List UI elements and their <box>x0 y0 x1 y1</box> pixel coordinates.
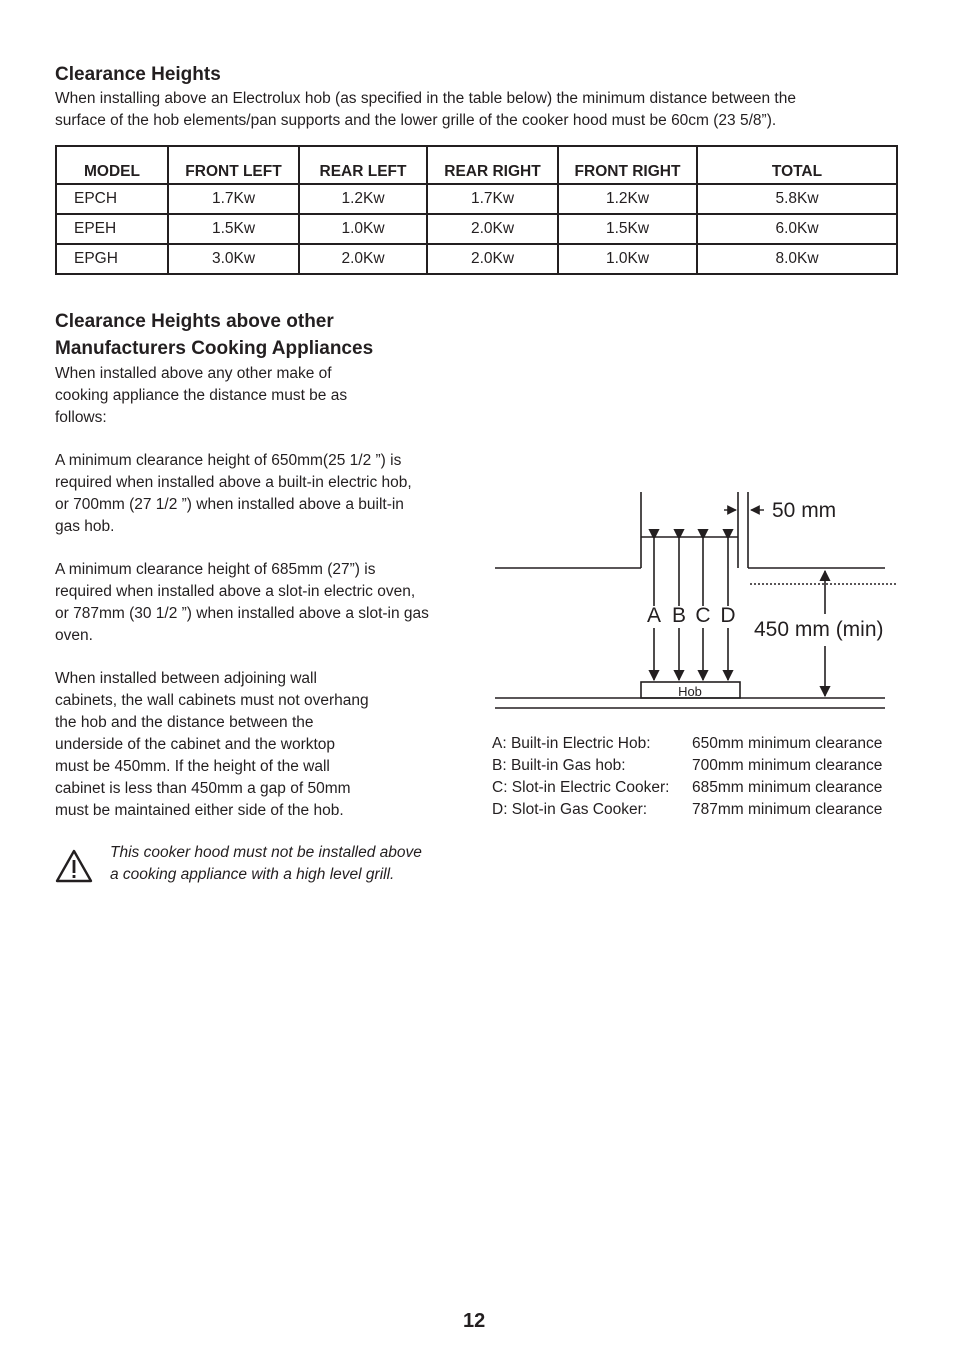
paragraph-line: or 787mm (30 1/2 ”) when installed above a slot-in gas <box>55 605 429 622</box>
height-label: 450 mm (min) <box>754 618 884 641</box>
legend-value: 700mm minimum clearance <box>692 757 883 774</box>
paragraph-line: When installed above any other make of <box>55 365 332 382</box>
section-title-other-manufacturers <box>55 308 373 362</box>
column-header-rear-left: REAR LEFT <box>299 146 427 184</box>
paragraph-line: must be 450mm. If the height of the wall <box>55 758 330 775</box>
legend-label: D: Slot-in Gas Cooker: <box>492 801 648 818</box>
table-cell: 1.5Kw <box>168 214 299 244</box>
table-cell: 2.0Kw <box>299 244 427 274</box>
table-row <box>56 214 897 244</box>
paragraph-line: must be maintained either side of the hob. <box>55 802 344 819</box>
paragraph-line: gas hob. <box>55 518 115 535</box>
table-cell: 3.0Kw <box>168 244 299 274</box>
page-number: 12 <box>463 1310 486 1332</box>
paragraph-line: When installed between adjoining wall <box>55 670 317 687</box>
diagram-legend <box>492 733 882 821</box>
section-title-clearance-heights: Clearance Heights <box>55 64 221 85</box>
intro-line: surface of the hob elements/pan supports and the lower grille of the cooker hood must be 60cm (23 5/8”). <box>55 112 777 129</box>
letter-label-b: B <box>671 604 687 627</box>
table-row <box>56 184 897 214</box>
legend-value: 787mm minimum clearance <box>692 801 883 818</box>
legend-value: 650mm minimum clearance <box>692 735 883 752</box>
table-cell: 5.8Kw <box>697 184 897 214</box>
clearance-diagram <box>480 480 910 720</box>
table-cell: 6.0Kw <box>697 214 897 244</box>
column-header-rear-right: REAR RIGHT <box>427 146 558 184</box>
table-cell: 1.0Kw <box>299 214 427 244</box>
paragraph-oven-clearance <box>55 559 429 647</box>
paragraph-line: required when installed above a slot-in electric oven, <box>55 583 416 600</box>
paragraph-other-makes <box>55 363 347 429</box>
table-cell: 1.7Kw <box>168 184 299 214</box>
letter-label-d: D <box>720 604 736 627</box>
table-header-row <box>56 146 897 184</box>
legend-item <box>492 755 882 777</box>
warning-triangle-icon <box>55 849 93 883</box>
paragraph-line: oven. <box>55 627 93 644</box>
legend-label: A: Built-in Electric Hob: <box>492 735 651 752</box>
paragraph-line: cooking appliance the distance must be as <box>55 387 348 404</box>
table-cell: 1.2Kw <box>558 184 697 214</box>
letter-label-c: C <box>695 604 711 627</box>
legend-item <box>492 733 882 755</box>
table-cell: 1.2Kw <box>299 184 427 214</box>
intro-line: When installing above an Electrolux hob (as specified in the table below) the minimum distance between the <box>55 90 796 107</box>
paragraph-line: cabinets, the wall cabinets must not overhang <box>55 692 369 709</box>
warning-line: a cooking appliance with a high level grill. <box>110 866 395 883</box>
paragraph-wall-cabinets <box>55 668 369 822</box>
table-row <box>56 244 897 274</box>
paragraph-line: A minimum clearance height of 650mm(25 1/2 ”) is <box>55 452 402 469</box>
paragraph-line: A minimum clearance height of 685mm (27”) is <box>55 561 376 578</box>
gap-label: 50 mm <box>772 499 837 522</box>
column-header-front-left: FRONT LEFT <box>168 146 299 184</box>
table-cell: 1.7Kw <box>427 184 558 214</box>
table-cell: 2.0Kw <box>427 214 558 244</box>
legend-item <box>492 799 882 821</box>
paragraph-line: cabinet is less than 450mm a gap of 50mm <box>55 780 351 797</box>
section-title-line: Clearance Heights above other <box>55 311 334 332</box>
legend-value: 685mm minimum clearance <box>692 779 883 796</box>
paragraph-line: or 700mm (27 1/2 ”) when installed above a built-in <box>55 496 404 513</box>
column-header-total: TOTAL <box>697 146 897 184</box>
legend-label: C: Slot-in Electric Cooker: <box>492 779 670 796</box>
warning-line: This cooker hood must not be installed above <box>110 844 422 861</box>
legend-label: B: Built-in Gas hob: <box>492 757 626 774</box>
legend-item <box>492 777 882 799</box>
table-cell: 8.0Kw <box>697 244 897 274</box>
column-header-front-right: FRONT RIGHT <box>558 146 697 184</box>
table-cell: EPGH <box>56 244 168 274</box>
warning-text <box>110 842 422 886</box>
paragraph-line: underside of the cabinet and the worktop <box>55 736 336 753</box>
table-cell: EPEH <box>56 214 168 244</box>
section-title-line: Manufacturers Cooking Appliances <box>55 338 374 359</box>
paragraph-hob-clearance <box>55 450 412 538</box>
paragraph-line: follows: <box>55 409 107 426</box>
table-cell: 1.0Kw <box>558 244 697 274</box>
hob-label: Hob <box>678 684 702 699</box>
letter-label-a: A <box>646 604 662 627</box>
paragraph-line: the hob and the distance between the <box>55 714 314 731</box>
column-header-model: MODEL <box>56 146 168 184</box>
table-cell: 2.0Kw <box>427 244 558 274</box>
table-cell: EPCH <box>56 184 168 214</box>
table-cell: 1.5Kw <box>558 214 697 244</box>
hob-power-table <box>55 145 898 275</box>
intro-paragraph <box>55 88 796 132</box>
paragraph-line: required when installed above a built-in electric hob, <box>55 474 412 491</box>
